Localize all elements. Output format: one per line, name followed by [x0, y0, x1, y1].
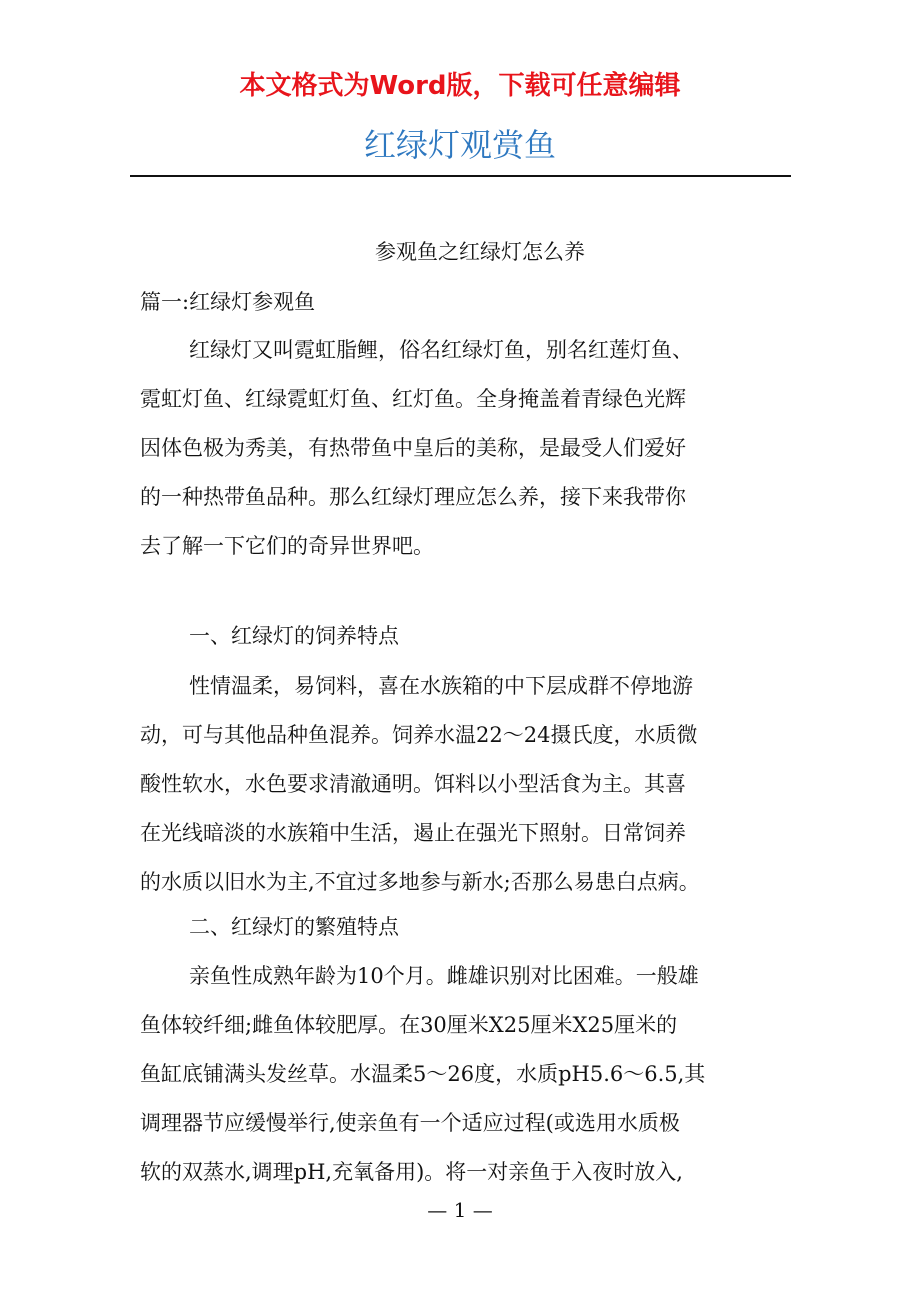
paragraph-line: 性情温柔，易饲料，喜在水族箱的中下层成群不停地游 [189, 674, 693, 698]
document-title: 红绿灯观赏鱼 [363, 126, 556, 164]
paragraph-line: 霓虹灯鱼、红绿霓虹灯鱼、红灯鱼。全身掩盖着青绿色光辉 [140, 387, 686, 411]
paragraph-line: 鱼缸底铺满头发丝草。水温柔5～26度，水质pH5.6～6.5,其 [140, 1062, 706, 1086]
paragraph-line: 红绿灯又叫霓虹脂鲤，俗名红绿灯鱼，别名红莲灯鱼、 [189, 338, 693, 362]
feeding-paragraph [140, 662, 780, 907]
paragraph-line: 的水质以旧水为主,不宜过多地参与新水;否那么易患白点病。 [140, 870, 700, 894]
heading-breeding: 二、红绿灯的繁殖特点 [189, 915, 399, 939]
paragraph-line: 调理器节应缓慢举行,使亲鱼有一个适应过程(或选用水质极 [140, 1111, 680, 1135]
paragraph-line: 鱼体较纤细;雌鱼体较肥厚。在30厘米X25厘米X25厘米的 [140, 1013, 678, 1037]
paragraph-line: 酸性软水，水色要求清澈通明。饵料以小型活食为主。其喜 [140, 772, 686, 796]
page-number: — 1 — [427, 1198, 493, 1222]
title-divider [130, 175, 791, 177]
intro-paragraph [140, 326, 780, 571]
article-subtitle: 参观鱼之红绿灯怎么养 [375, 240, 585, 264]
paragraph-line: 去了解一下它们的奇异世界吧。 [140, 534, 434, 558]
paragraph-line: 因体色极为秀美，有热带鱼中皇后的美称，是最受人们爱好 [140, 436, 686, 460]
paragraph-line: 的一种热带鱼品种。那么红绿灯理应怎么养，接下来我带你 [140, 485, 686, 509]
format-notice: 本文格式为Word版，下载可任意编辑 [239, 71, 681, 101]
paragraph-line: 动，可与其他品种鱼混养。饲养水温22～24摄氏度，水质微 [140, 723, 698, 747]
paragraph-line: 软的双蒸水,调理pH,充氧备用)。将一对亲鱼于入夜时放入, [140, 1160, 683, 1184]
breeding-paragraph [140, 952, 780, 1197]
paragraph-line: 在光线暗淡的水族箱中生活，遏止在强光下照射。日常饲养 [140, 821, 686, 845]
paragraph-line: 亲鱼性成熟年龄为10个月。雌雄识别对比困难。一般雄 [189, 964, 699, 988]
heading-feeding: 一、红绿灯的饲养特点 [189, 624, 399, 648]
section-label: 篇一:红绿灯参观鱼 [140, 290, 316, 314]
